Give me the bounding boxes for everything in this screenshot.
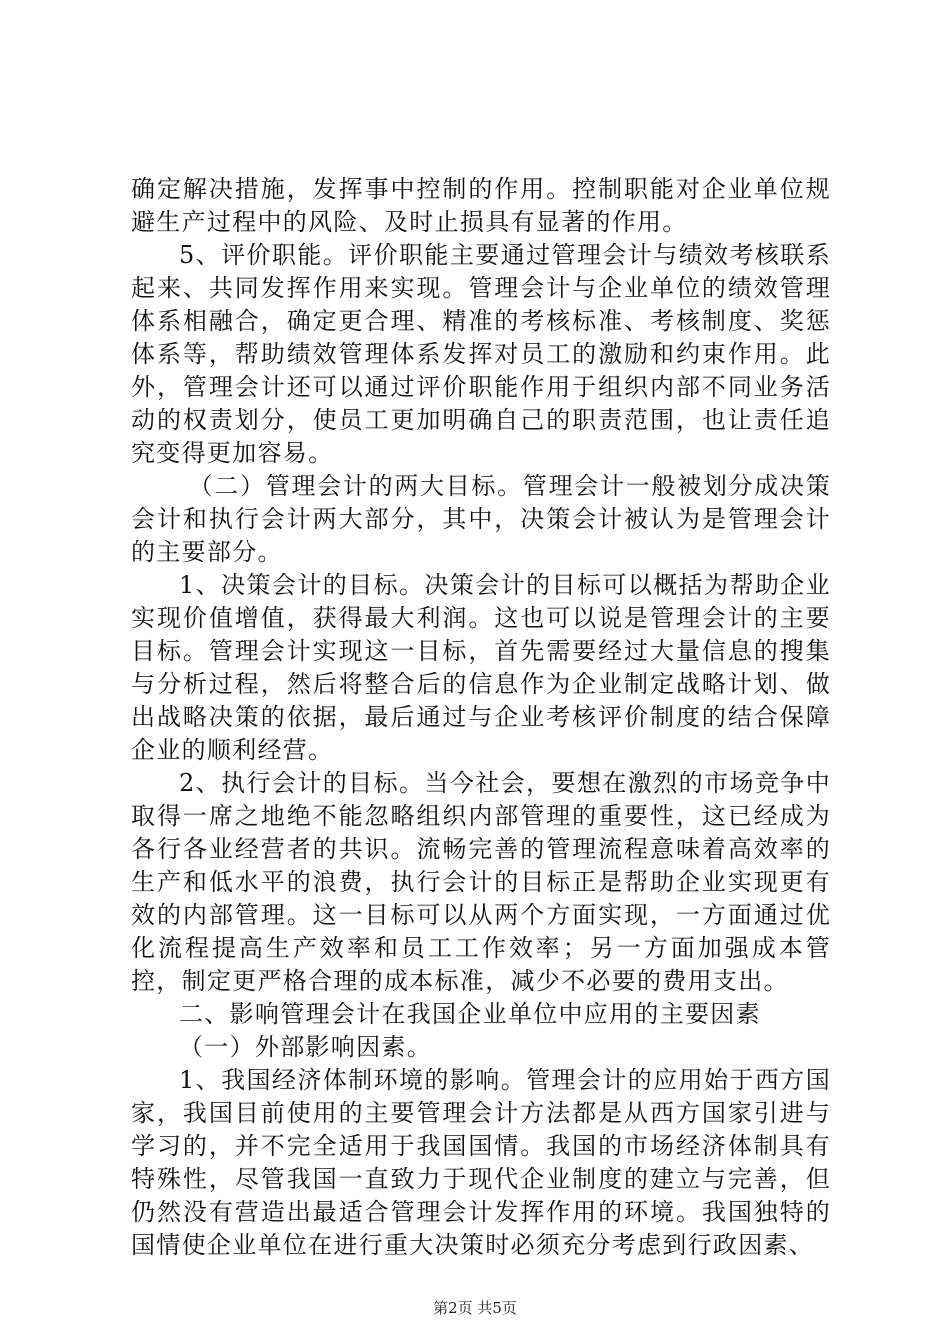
paragraph-execution-accounting: 2、执行会计的目标。当今社会，要想在激烈的市场竞争中取得一席之地绝不能忽略组织内部管理的重要性，这已经成为各行各业经营者的共识。流畅完善的管理流程意味着高效率的生产和低水平的浪费，执行会计的目标正是帮助企业实现更有效的内部管理。这一目标可以从两个方面实现，一方面通过优化流程提高生产效率和员工工作效率；另一方面加强成本管控，制定更严格合理的成本标准，减少不必要的费用支出。 — [131, 769, 831, 995]
page-number-footer: 第2页 共5页 — [433, 1299, 517, 1317]
subsection-heading-external-factors: （一）外部影响因素。 — [179, 1033, 432, 1061]
document-body — [131, 173, 831, 1262]
paragraph-decision-accounting: 1、决策会计的目标。决策会计的目标可以概括为帮助企业实现价值增值，获得最大利润。这也可以说是管理会计的主要目标。管理会计实现这一目标，首先需要经过大量信息的搜集与分析过程，然后将整合后的信息作为企业制定战略计划、做出战略决策的依据，最后通过与企业考核评价制度的结合保障企业的顺利经营。 — [131, 571, 831, 764]
section-heading-influencing-factors: 二、影响管理会计在我国企业单位中应用的主要因素 — [179, 1000, 761, 1028]
paragraph-evaluation-function: 5、评价职能。评价职能主要通过管理会计与绩效考核联系起来、共同发挥作用来实现。管理会计与企业单位的绩效管理体系相融合，确定更合理、精准的考核标准、考核制度、奖惩体系等，帮助绩效管理体系发挥对员工的激励和约束作用。此外，管理会计还可以通过评价职能作用于组织内部不同业务活动的权责划分，使员工更加明确自己的职责范围，也让责任追究变得更加容易。 — [131, 241, 831, 467]
paragraph-economic-system: 1、我国经济体制环境的影响。管理会计的应用始于西方国家，我国目前使用的主要管理会计方法都是从西方国家引进与学习的，并不完全适用于我国国情。我国的市场经济体制具有特殊性，尽管我国一直致力于现代企业制度的建立与完善，但仍然没有营造出最适合管理会计发挥作用的环境。我国独特的国情使企业单位在进行重大决策时必须充分考虑到行政因素、 — [131, 1066, 831, 1259]
paragraph-control-function-end: 确定解决措施，发挥事中控制的作用。控制职能对企业单位规避生产过程中的风险、及时止损具有显著的作用。 — [131, 175, 831, 236]
paragraph-two-goals: （二）管理会计的两大目标。管理会计一般被划分成决策会计和执行会计两大部分，其中，决策会计被认为是管理会计的主要部分。 — [131, 472, 831, 566]
